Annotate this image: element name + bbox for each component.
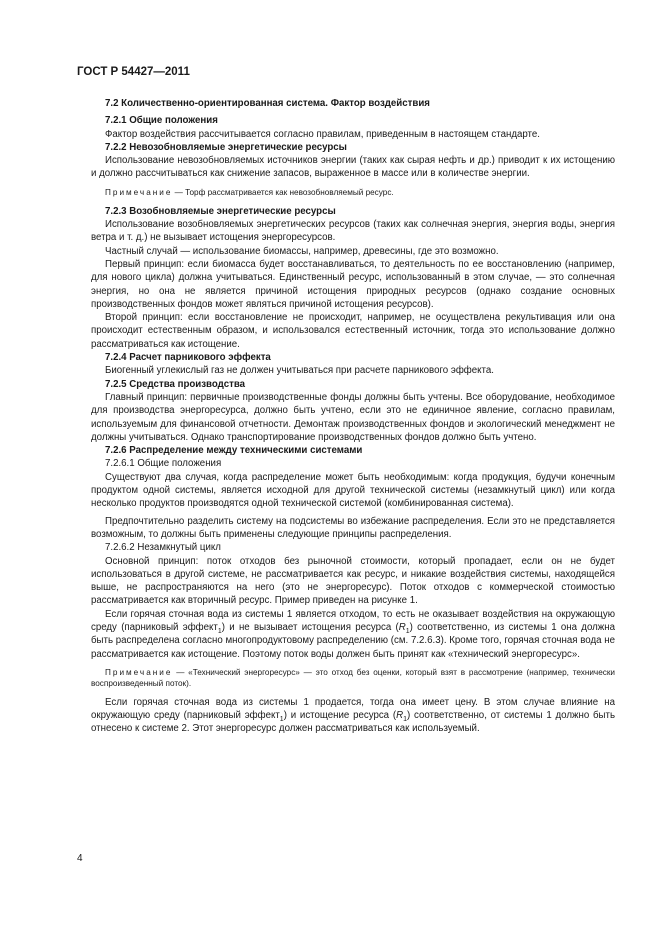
section-7-2-6-heading: 7.2.6 Распределение между техническими системами — [105, 445, 363, 457]
variable: R — [396, 710, 404, 722]
paragraph: Главный принцип: первичные производственные фонды должны быть учтены. Все оборудование, необходимое для производства энергоресурса, должно быть учтено, если это не единичное явление, согласно правилам, используемым для финансовой отчетности. Демонтаж производственных фондов и экологический менеджмент не должны учитываться. Однако транспортирование производственных фондов должно быть учтено. — [91, 391, 615, 443]
variable: R — [398, 621, 406, 633]
paragraph: Второй принцип: если восстановление не происходит, например, не осуществлена рекультивация или она происходит естественным образом, и использовался естественный источник, тогда это использование должно рассматриваться как истощение. — [91, 312, 615, 350]
paragraph — [91, 608, 615, 661]
paragraph — [91, 696, 615, 736]
note-text: — Торф рассматривается как невозобновляемый ресурс. — [172, 187, 394, 197]
paragraph: Фактор воздействия рассчитывается согласно правилам, приведенным в настоящем стандарте. — [105, 128, 540, 140]
note-label: Примечание — [105, 667, 173, 677]
note-label: Примечание — [105, 187, 173, 197]
text-run: Если горячая сточная вода из системы 1 продается, тогда она имеет цену. В этом случае влияние на окружающую среду (парниковый эффект — [91, 696, 615, 722]
section-7-2-6-2-heading: 7.2.6.2 Незамкнутый цикл — [105, 542, 221, 554]
section-7-2-3-heading: 7.2.3 Возобновляемые энергетические ресурсы — [105, 205, 336, 217]
paragraph: Первый принцип: если биомасса будет восстанавливаться, то деятельность по ее восстановлению (например, для нового цикла) должна учитываться. Единственный ресурс, использованный в этом случае, — это солнечная энергия, но она не является причиной истощения природных ресурсов (однако создание основных производственных фондов может являться причиной истощения ресурсов). — [91, 258, 615, 310]
section-7-2-heading: 7.2 Количественно-ориентированная система. Фактор воздействия — [105, 98, 430, 109]
standard-header: ГОСТ Р 54427—2011 — [77, 66, 190, 78]
subscript: 1 — [405, 627, 410, 635]
subscript: 1 — [217, 627, 222, 635]
page-content — [91, 97, 615, 736]
paragraph: Биогенный углекислый газ не должен учитываться при расчете парникового эффекта. — [105, 365, 494, 377]
paragraph: Использование возобновляемых энергетических ресурсов (таких как солнечная энергия, энергия воды, энергия ветра и т. д.) не вызывает истощения энергоресурсов. — [91, 219, 615, 244]
paragraph: Предпочтительно разделить систему на подсистемы во избежание распределения. Если это не представляется возможным, то должны быть применены следующие принципы распределения. — [91, 515, 615, 540]
section-7-2-4-heading: 7.2.4 Расчет парникового эффекта — [105, 352, 271, 364]
section-7-2-6-1-heading: 7.2.6.1 Общие положения — [105, 458, 222, 470]
text-run: ) и не вызывает истощения ресурса ( — [221, 621, 399, 633]
paragraph: Существуют два случая, когда распределение может быть необходимым: когда продукция, будучи конечным продуктом одной системы, является исходной для другой технической системы (незамкнутый цикл) или когда несколько продуктов производятся одной технической системой (комбинированная система). — [91, 471, 615, 510]
paragraph: Основной принцип: поток отходов без рыночной стоимости, который пропадает, если он не будет использоваться в другой системе, не рассматривается как ресурс, и никакие воздействия системы, находящейся выше, не распространяются на него (это не энергоресурс). Поток отходов с коммерческой стоимостью рассматривается как вторичный ресурс. Пример приведен на рисунке 1. — [91, 555, 615, 607]
section-7-2-5-heading: 7.2.5 Средства производства — [105, 378, 246, 390]
paragraph: Использование невозобновляемых источников энергии (таких как сырая нефть и др.) приводит к их истощению и должно рассчитываться как снижение запасов, выраженное в массе или в количестве энергии. — [91, 155, 615, 180]
note-text: — «Технический энергоресурс» — это отход без оценки, который взят в рассмотрение (например, технически воспроизведенный поток). — [91, 667, 615, 688]
section-7-2-1-heading: 7.2.1 Общие положения — [105, 115, 218, 127]
text-run: Если горячая сточная вода из системы 1 является отходом, то есть не оказывает воздействия на окружающую среду (парниковый эффект — [91, 608, 615, 633]
note — [91, 187, 615, 198]
section-7-2-2-heading: 7.2.2 Невозобновляемые энергетические ресурсы — [105, 141, 347, 153]
subscript: 1 — [403, 716, 407, 724]
text-run: ) и истощение ресурса ( — [283, 710, 397, 722]
subscript: 1 — [279, 716, 284, 724]
text-run: ) соответственно, из системы 1 она должна быть распределена согласно многопродуктовому распределению (см. 7.2.6.3). Кроме того, горячая сточная вода не рассматривается как истощение. Поэтому поток воды должен быть принят как «технический энергоресурс». — [91, 621, 615, 660]
text-run: ) соответственно, от системы 1 должно быть отнесено к системе 2. Этот энергоресурс должен рассматриваться как используемый. — [91, 710, 615, 735]
page-number: 4 — [77, 853, 83, 864]
paragraph: Частный случай — использование биомассы, например, древесины, где это возможно. — [105, 245, 499, 257]
note — [91, 667, 615, 689]
